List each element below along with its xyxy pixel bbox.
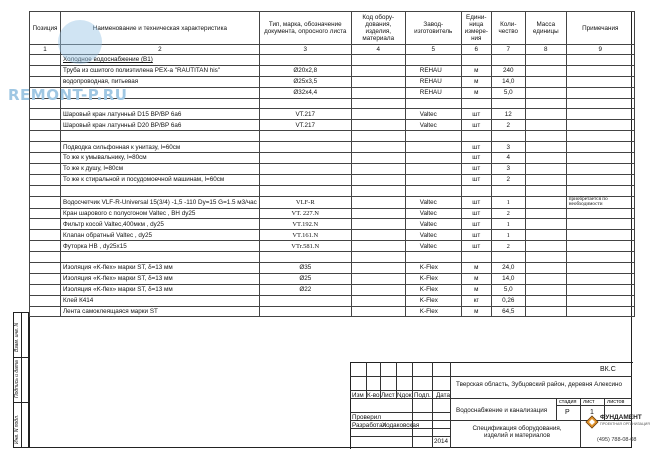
code-cell (351, 230, 405, 241)
qty-cell: 24,0 (491, 263, 525, 274)
note-cell: приобретается по необходимости (566, 196, 634, 208)
note-cell (566, 208, 634, 219)
code-cell (351, 163, 405, 174)
note-cell (566, 131, 634, 142)
unit-cell: шт (461, 163, 491, 174)
mass-cell (525, 306, 566, 317)
maker-cell (405, 163, 461, 174)
position-cell (30, 295, 61, 306)
tb-line (350, 436, 450, 437)
note-cell (566, 174, 634, 185)
qty-cell: 2 (491, 120, 525, 131)
tb-hdr-data: Дата (436, 392, 450, 399)
position-cell (30, 208, 61, 219)
qty-cell: 2 (491, 174, 525, 185)
note-cell (566, 76, 634, 87)
maker-cell: K-Flex (405, 273, 461, 284)
qty-cell (491, 131, 525, 142)
company-subtitle: ПРОЕКТНАЯ ОРГАНИЗАЦИЯ (600, 422, 650, 426)
unit-cell: шт (461, 153, 491, 164)
tb-line (350, 376, 632, 377)
table-row (30, 163, 635, 174)
maker-cell (405, 55, 461, 66)
mass-cell (525, 76, 566, 87)
code-cell (351, 55, 405, 66)
mass-cell (525, 65, 566, 76)
maker-cell (405, 98, 461, 109)
tb-line (350, 412, 450, 413)
type-cell (259, 131, 351, 142)
unit-cell: шт (461, 120, 491, 131)
type-cell: Ø20х2,8 (259, 65, 351, 76)
mass-cell (525, 185, 566, 196)
type-cell (259, 306, 351, 317)
tb-stage: Р (565, 409, 570, 416)
name-cell: Изоляция «K-flex» марки ST, δ=13 мм (61, 273, 260, 284)
tb-developed: Разработал (352, 422, 387, 429)
qty-cell: 5,0 (491, 284, 525, 295)
type-cell: Ø25 (259, 273, 351, 284)
type-cell (259, 163, 351, 174)
name-cell: Подводка сильфонная к унитазу, l=60см (61, 142, 260, 153)
table-row (30, 153, 635, 164)
maker-cell: K-Flex (405, 263, 461, 274)
tb-sheets-label: листов (607, 399, 625, 405)
maker-cell: Valtec (405, 241, 461, 252)
unit-cell: м (461, 284, 491, 295)
code-cell (351, 76, 405, 87)
unit-cell: шт (461, 196, 491, 208)
header-notes: Примечания (566, 12, 634, 45)
maker-cell: REHAU (405, 87, 461, 98)
table-row (30, 131, 635, 142)
type-cell: VTr.581.N (259, 241, 351, 252)
table-row (30, 185, 635, 196)
position-cell (30, 219, 61, 230)
margin-label-replacement: Взам. инв. N (14, 322, 20, 352)
mass-cell (525, 174, 566, 185)
qty-cell: 4 (491, 153, 525, 164)
code-cell (351, 273, 405, 284)
position-cell (30, 55, 61, 66)
mass-cell (525, 87, 566, 98)
maker-cell: K-Flex (405, 284, 461, 295)
position-cell (30, 142, 61, 153)
type-cell: Ø25х3,5 (259, 76, 351, 87)
note-cell (566, 252, 634, 263)
type-cell (259, 55, 351, 66)
mass-cell (525, 153, 566, 164)
table-row (30, 55, 635, 66)
type-cell (259, 153, 351, 164)
type-cell: VT. 227.N (259, 208, 351, 219)
unit-cell: шт (461, 230, 491, 241)
tb-line (350, 390, 450, 391)
tb-hdr-kolvo: К-во (367, 392, 380, 399)
maker-cell (405, 131, 461, 142)
col-number: 6 (461, 45, 491, 55)
header-qty: Коли- чество (491, 12, 525, 45)
table-row (30, 109, 635, 120)
code-cell (351, 174, 405, 185)
header-code: Код обору- дования, изделия, материала (351, 12, 405, 45)
type-cell: Ø22 (259, 284, 351, 295)
maker-cell: REHAU (405, 76, 461, 87)
note-cell (566, 230, 634, 241)
name-cell: Кран шарового с полусгоном Valtec , ВН dy25 (61, 208, 260, 219)
name-cell: Клей К414 (61, 295, 260, 306)
position-cell (30, 163, 61, 174)
unit-cell (461, 55, 491, 66)
name-cell: Изоляция «K-flex» марки ST, δ=13 мм (61, 263, 260, 274)
position-cell (30, 174, 61, 185)
header-name: Наименование и техническая характеристика (61, 12, 260, 45)
position-cell (30, 284, 61, 295)
name-cell: Лента самоклеящаяся марки ST (61, 306, 260, 317)
col-number: 3 (259, 45, 351, 55)
specification-table (29, 11, 635, 317)
code-cell (351, 98, 405, 109)
qty-cell: 3 (491, 163, 525, 174)
unit-cell (461, 131, 491, 142)
tb-year: 2014 (434, 438, 449, 445)
code-cell (351, 219, 405, 230)
code-cell (351, 65, 405, 76)
type-cell: VT.217 (259, 109, 351, 120)
tb-sheet-label: лист (583, 399, 595, 405)
mass-cell (525, 273, 566, 284)
note-cell (566, 306, 634, 317)
qty-cell (491, 252, 525, 263)
code-cell (351, 284, 405, 295)
maker-cell: K-Flex (405, 295, 461, 306)
tb-hdr-podp: Подп. (414, 392, 431, 399)
table-row (30, 295, 635, 306)
table-row (30, 306, 635, 317)
note-cell (566, 295, 634, 306)
note-cell (566, 241, 634, 252)
note-cell (566, 109, 634, 120)
tb-hdr-izm: Изм (352, 392, 364, 399)
position-cell (30, 306, 61, 317)
position-cell (30, 185, 61, 196)
tb-line (580, 420, 581, 448)
position-cell (30, 153, 61, 164)
col-number: 1 (30, 45, 61, 55)
table-row (30, 219, 635, 230)
tb-stage-label: стадия (559, 399, 577, 405)
mass-cell (525, 98, 566, 109)
type-cell: VLF-R (259, 196, 351, 208)
unit-cell: шт (461, 219, 491, 230)
name-cell: То же к душу, l=80см (61, 163, 260, 174)
section-title: Холодное водоснабжение (В1) (63, 56, 153, 64)
maker-cell (405, 252, 461, 263)
note-cell (566, 120, 634, 131)
table-header-row (30, 12, 635, 45)
maker-cell: Valtec (405, 109, 461, 120)
type-cell: Ø32х4,4 (259, 87, 351, 98)
col-number: 4 (351, 45, 405, 55)
maker-cell (405, 153, 461, 164)
type-cell: VT.217 (259, 120, 351, 131)
position-cell (30, 65, 61, 76)
name-cell: Водосчетчик VLF-R-Universal 15(3/4) -1,5 -110 Dy=15 G=1.5 м3/час (61, 196, 260, 208)
tb-sheet: 1 (590, 409, 594, 416)
note-cell (566, 142, 634, 153)
company-phone: (495) 788-08-08 (597, 437, 637, 443)
tb-developer: Ходаковская (382, 422, 420, 429)
position-cell (30, 196, 61, 208)
qty-cell: 2 (491, 241, 525, 252)
note-cell (566, 185, 634, 196)
unit-cell (461, 185, 491, 196)
unit-cell: шт (461, 109, 491, 120)
mass-cell (525, 208, 566, 219)
name-cell: Изоляция «K-flex» марки ST, δ=13 мм (61, 284, 260, 295)
maker-cell: REHAU (405, 65, 461, 76)
tb-checked: Проверил (352, 414, 382, 421)
note-cell (566, 284, 634, 295)
name-cell (61, 252, 260, 263)
mass-cell (525, 142, 566, 153)
position-cell (30, 273, 61, 284)
header-maker: Завод- изготовитель (405, 12, 461, 45)
tb-code: ВК.С (600, 366, 616, 373)
code-cell (351, 196, 405, 208)
name-cell: То же к умывальнику, l=80см (61, 153, 260, 164)
type-cell (259, 142, 351, 153)
col-number: 9 (566, 45, 634, 55)
code-cell (351, 295, 405, 306)
header-type: Тип, марка, обозначение документа, опросного листа (259, 12, 351, 45)
tb-sheet-title: Спецификация оборудования, изделий и материалов (472, 425, 562, 439)
code-cell (351, 87, 405, 98)
maker-cell: Valtec (405, 208, 461, 219)
note-cell (566, 55, 634, 66)
company-name: ФУНДАМЕНТ (600, 414, 642, 421)
name-cell: Шаровый кран латунный D15 ВР/ВР 6а6 (61, 109, 260, 120)
mass-cell (525, 109, 566, 120)
unit-cell: м (461, 273, 491, 284)
col-number: 7 (491, 45, 525, 55)
unit-cell: м (461, 87, 491, 98)
code-cell (351, 142, 405, 153)
position-cell (30, 120, 61, 131)
unit-cell: шт (461, 208, 491, 219)
code-cell (351, 306, 405, 317)
mass-cell (525, 241, 566, 252)
note-cell (566, 163, 634, 174)
mass-cell (525, 263, 566, 274)
mass-cell (525, 295, 566, 306)
qty-cell: 5,0 (491, 87, 525, 98)
maker-cell (405, 185, 461, 196)
qty-cell: 3 (491, 142, 525, 153)
code-cell (351, 131, 405, 142)
table-row (30, 252, 635, 263)
margin-label-signature: Подпись и дата (14, 360, 20, 398)
column-number-row (30, 45, 635, 55)
tb-line (450, 362, 451, 448)
qty-cell (491, 55, 525, 66)
code-cell (351, 153, 405, 164)
header-position: Позиция (30, 12, 61, 45)
table-row (30, 174, 635, 185)
type-cell: Ø35 (259, 263, 351, 274)
type-cell (259, 174, 351, 185)
name-cell (61, 185, 260, 196)
code-cell (351, 241, 405, 252)
mass-cell (525, 252, 566, 263)
name-cell: Футорка НВ , dy25х15 (61, 241, 260, 252)
name-cell: водопроводная, питьевая (61, 76, 260, 87)
position-cell (30, 131, 61, 142)
table-row (30, 208, 635, 219)
mass-cell (525, 219, 566, 230)
unit-cell: м (461, 306, 491, 317)
mass-cell (525, 131, 566, 142)
code-cell (351, 120, 405, 131)
company-logo-icon (585, 415, 599, 429)
header-mass: Масса единицы (525, 12, 566, 45)
name-cell: То же к стиральной и посудомоечной машинам, l=60см (61, 174, 260, 185)
note-cell (566, 263, 634, 274)
table-row (30, 142, 635, 153)
mass-cell (525, 196, 566, 208)
position-cell (30, 252, 61, 263)
watermark: REMONT-P.RU (8, 86, 128, 104)
mass-cell (525, 55, 566, 66)
table-row (30, 273, 635, 284)
tb-section: Водоснабжение и канализация (456, 407, 548, 414)
code-cell (351, 185, 405, 196)
unit-cell: м (461, 76, 491, 87)
note-cell (566, 153, 634, 164)
tb-line (412, 362, 413, 448)
qty-cell: 240 (491, 65, 525, 76)
qty-cell: 2 (491, 208, 525, 219)
watermark-logo-icon (58, 20, 102, 64)
note-cell (566, 87, 634, 98)
type-cell (259, 185, 351, 196)
margin-strip-divider (13, 402, 29, 403)
margin-strip-divider (13, 357, 29, 358)
position-cell (30, 263, 61, 274)
qty-cell: 14,0 (491, 273, 525, 284)
maker-cell: Valtec (405, 230, 461, 241)
table-row (30, 284, 635, 295)
col-number: 2 (61, 45, 260, 55)
unit-cell: кг (461, 295, 491, 306)
header-unit: Едини- ница измере- ния (461, 12, 491, 45)
position-cell (30, 241, 61, 252)
qty-cell (491, 185, 525, 196)
qty-cell: 64,5 (491, 306, 525, 317)
unit-cell (461, 98, 491, 109)
tb-line (556, 405, 632, 406)
type-cell: VT.161.N (259, 230, 351, 241)
qty-cell: 1 (491, 219, 525, 230)
maker-cell: Valtec (405, 120, 461, 131)
code-cell (351, 208, 405, 219)
table-row (30, 120, 635, 131)
type-cell: VT.192.N (259, 219, 351, 230)
tb-line (556, 398, 557, 420)
name-cell: Труба из сшитого полиэтилена PEX-a "RAUTITAN his" (61, 65, 260, 76)
unit-cell: шт (461, 174, 491, 185)
qty-cell: 0,26 (491, 295, 525, 306)
table-row (30, 230, 635, 241)
qty-cell: 12 (491, 109, 525, 120)
unit-cell: шт (461, 142, 491, 153)
tb-address: Тверская область, Зубцовский район, деревня Алексино (456, 381, 623, 388)
position-cell (30, 109, 61, 120)
table-row (30, 263, 635, 274)
type-cell (259, 252, 351, 263)
maker-cell: K-Flex (405, 306, 461, 317)
col-number: 5 (405, 45, 461, 55)
tb-line (432, 362, 433, 448)
table-row (30, 241, 635, 252)
qty-cell: 1 (491, 230, 525, 241)
note-cell (566, 219, 634, 230)
name-cell: Шаровый кран латунный D20 ВР/ВР 6а6 (61, 120, 260, 131)
margin-label-inventory: Инв. N подл. (14, 414, 20, 444)
unit-cell: м (461, 263, 491, 274)
type-cell (259, 295, 351, 306)
qty-cell: 14,0 (491, 76, 525, 87)
code-cell (351, 109, 405, 120)
note-cell (566, 98, 634, 109)
tb-hdr-ndok: Nдок (397, 392, 412, 399)
mass-cell (525, 230, 566, 241)
tb-hdr-list: Лист (381, 392, 395, 399)
maker-cell (405, 142, 461, 153)
mass-cell (525, 284, 566, 295)
name-cell: Фильтр косой Valtec,400мкм , dy25 (61, 219, 260, 230)
unit-cell: шт (461, 241, 491, 252)
unit-cell: м (461, 65, 491, 76)
name-cell: Клапан обратный Valtec , dy25 (61, 230, 260, 241)
qty-cell: 1 (491, 196, 525, 208)
maker-cell (405, 174, 461, 185)
table-row (30, 196, 635, 208)
code-cell (351, 252, 405, 263)
maker-cell: Valtec (405, 219, 461, 230)
note-cell (566, 65, 634, 76)
mass-cell (525, 120, 566, 131)
position-cell (30, 230, 61, 241)
tb-line (580, 398, 581, 420)
qty-cell (491, 98, 525, 109)
maker-cell: Valtec (405, 196, 461, 208)
type-cell (259, 98, 351, 109)
unit-cell (461, 252, 491, 263)
code-cell (351, 263, 405, 274)
col-number: 8 (525, 45, 566, 55)
table-row (30, 65, 635, 76)
mass-cell (525, 163, 566, 174)
note-cell (566, 273, 634, 284)
name-cell (61, 131, 260, 142)
